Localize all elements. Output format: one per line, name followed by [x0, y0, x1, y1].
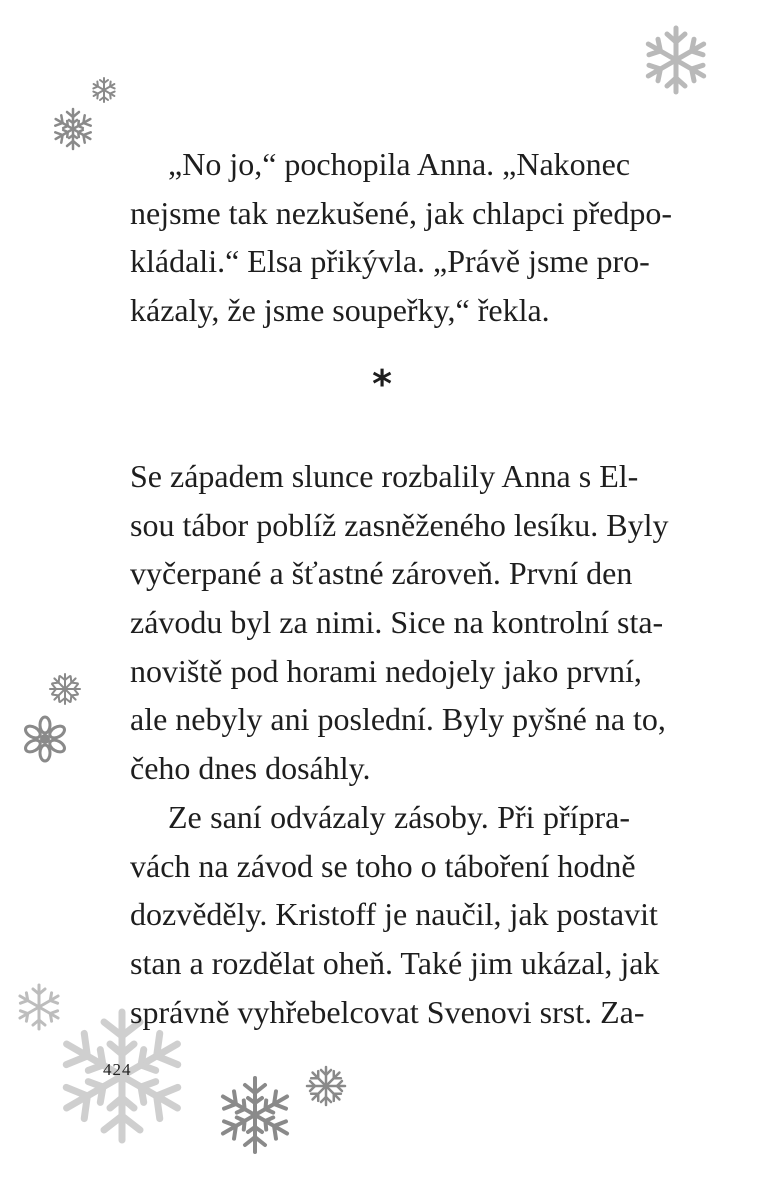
paragraph-dialogue [130, 140, 672, 335]
text-line: noviště pod horami nedojely jako první, [130, 652, 642, 689]
text-line: ale nebyly ani poslední. Byly pyšné na to, [130, 701, 666, 738]
text-line: kládali.“ Elsa přikývla. „Právě jsme pro- [130, 243, 650, 280]
text-line: čeho dnes dosáhly. [130, 750, 371, 787]
text-line: dozvěděly. Kristoff je naučil, jak postavit [130, 896, 658, 933]
snowflake-icon [90, 76, 118, 104]
snowflake-icon [214, 1074, 296, 1156]
text-line: Se západem slunce rozbalily Anna s El- [130, 458, 639, 494]
text-line: Ze saní odvázaly zásoby. Při přípra- [168, 798, 630, 835]
text-line: správně vyhřebelcovat Svenovi srst. Za- [130, 993, 645, 1030]
text-line: závodu byl za nimi. Sice na kontrolní sta- [130, 604, 664, 641]
text-line: vách na závod se toho o táboření hodně [130, 847, 636, 884]
snowflake-icon [50, 106, 96, 152]
text-line: stan a rozdělat oheň. Také jim ukázal, jak [130, 944, 660, 981]
text-line: nejsme tak nezkušené, jak chlapci předpo- [130, 194, 672, 231]
text-line: sou tábor poblíž zasněženého lesíku. Byly [130, 506, 669, 543]
text-line: vyčerpané a šťastné zároveň. První den [130, 555, 633, 592]
paragraph-body [130, 452, 669, 1036]
snowflake-icon [20, 714, 70, 764]
page-number: 424 [103, 1060, 132, 1079]
section-separator: * [372, 362, 392, 406]
snowflake-icon [304, 1064, 348, 1108]
text-line: kázaly, že jsme soupeřky,“ řekla. [130, 292, 550, 329]
text-line: „No jo,“ pochopila Anna. „Nakonec [168, 146, 631, 182]
snowflake-icon [48, 672, 82, 706]
snowflake-icon [640, 24, 712, 96]
